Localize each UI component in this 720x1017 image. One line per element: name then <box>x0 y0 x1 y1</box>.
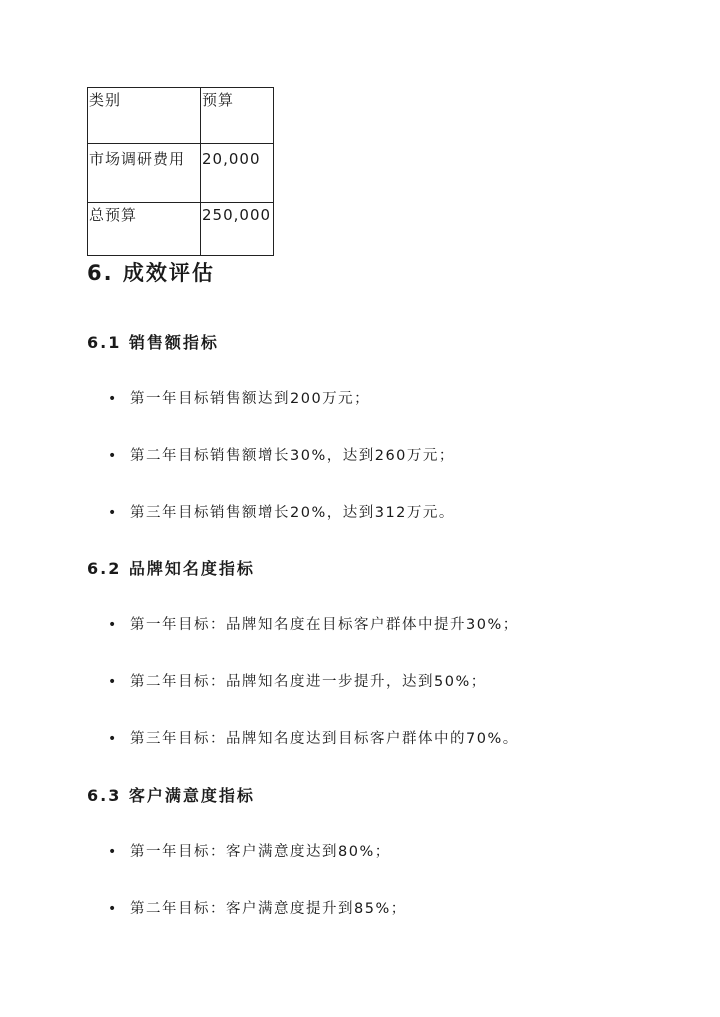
table-cell-amount: 预算 <box>201 88 274 144</box>
list-item-text: 第二年目标：品牌知名度进一步提升，达到50%； <box>130 674 487 690</box>
subsection-heading-brand: 6.2 品牌知名度指标 <box>87 559 255 578</box>
list-item-text: 第二年目标销售额增长30%，达到260万元； <box>130 448 455 464</box>
list-item-text: 第三年目标销售额增长20%，达到312万元。 <box>130 505 455 521</box>
list-item-text: 第二年目标：客户满意度提升到85%； <box>130 901 407 917</box>
list-item <box>108 446 668 503</box>
bullet-icon: • <box>108 505 118 521</box>
subsection-heading-sales: 6.1 销售额指标 <box>87 333 219 352</box>
satisfaction-goal-list <box>108 842 668 956</box>
list-item-text: 第一年目标：品牌知名度在目标客户群体中提升30%； <box>130 617 519 633</box>
section-heading: 6. 成效评估 <box>87 261 215 285</box>
bullet-icon: • <box>108 391 118 407</box>
table-cell-amount: 250,000 <box>201 203 274 256</box>
bullet-icon: • <box>108 674 118 690</box>
list-item <box>108 729 668 786</box>
sales-goal-list <box>108 389 668 560</box>
subsection-heading-satisfaction: 6.3 客户满意度指标 <box>87 786 255 805</box>
list-item-text: 第三年目标：品牌知名度达到目标客户群体中的70%。 <box>130 731 519 747</box>
list-item <box>108 842 668 899</box>
bullet-icon: • <box>108 901 118 917</box>
list-item <box>108 672 668 729</box>
table-cell-category: 市场调研费用 <box>88 144 201 203</box>
bullet-icon: • <box>108 448 118 464</box>
table-row <box>88 203 274 256</box>
table-row <box>88 144 274 203</box>
budget-table <box>87 87 274 256</box>
table-header-row <box>88 88 274 144</box>
bullet-icon: • <box>108 844 118 860</box>
list-item-text: 第一年目标销售额达到200万元； <box>130 391 371 407</box>
list-item-text: 第一年目标：客户满意度达到80%； <box>130 844 391 860</box>
table-cell-amount: 20,000 <box>201 144 274 203</box>
bullet-icon: • <box>108 617 118 633</box>
list-item <box>108 389 668 446</box>
table-cell-category: 总预算 <box>88 203 201 256</box>
bullet-icon: • <box>108 731 118 747</box>
list-item <box>108 503 668 560</box>
list-item <box>108 615 668 672</box>
list-item <box>108 899 668 956</box>
brand-goal-list <box>108 615 668 786</box>
table-cell-category: 类别 <box>88 88 201 144</box>
